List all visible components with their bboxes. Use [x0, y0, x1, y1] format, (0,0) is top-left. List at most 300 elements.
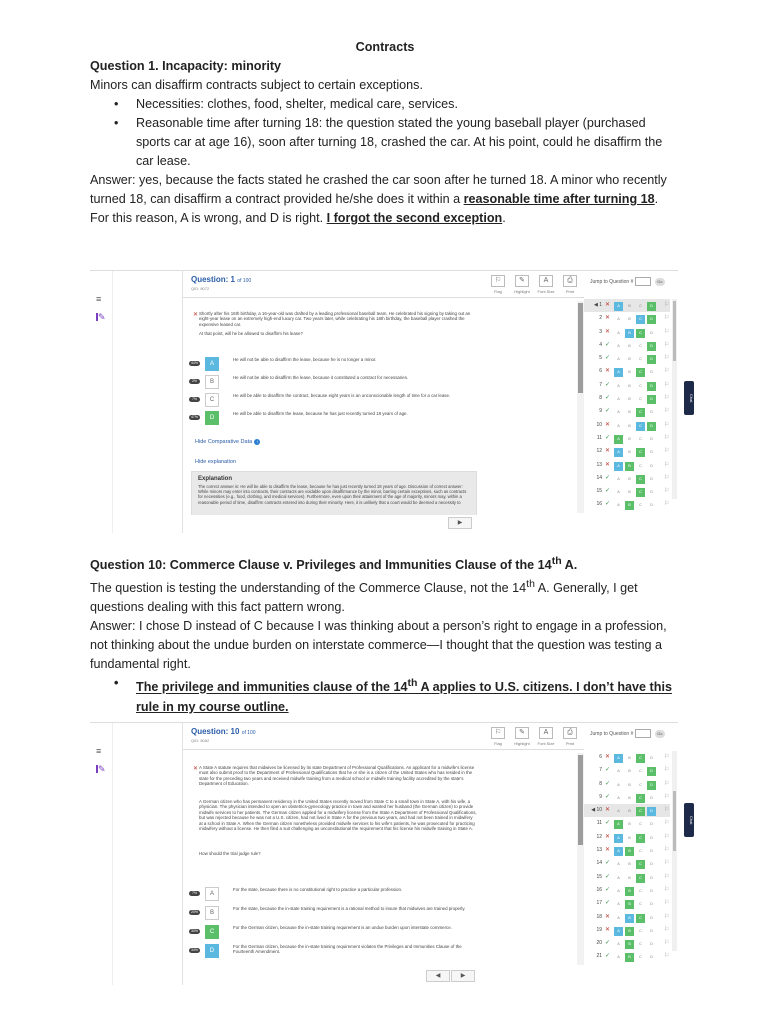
- option-a: A: [614, 302, 623, 311]
- option-a: A: [617, 782, 620, 787]
- scroll-thumb[interactable]: [578, 303, 583, 393]
- q1-answer-text-2: . For this reason, A is wrong, and D is right.: [90, 192, 659, 225]
- option-a: A: [617, 862, 620, 867]
- flag-icon[interactable]: ⚐: [664, 953, 670, 960]
- q1-bullet-reasonable-time: • Reasonable time after turning 18: the question stated the young baseball player (purchased sports car at age 16), soon after turning 18, crashed the car. At his point, could he disaffirm the car lease.: [136, 114, 680, 171]
- highlight-label: Highlight: [514, 289, 530, 294]
- flag-icon[interactable]: ⚐: [664, 302, 670, 308]
- hide-comparative-data-link[interactable]: [195, 439, 260, 445]
- question-number: 8: [599, 395, 602, 402]
- correct-icon: ✓: [605, 900, 611, 907]
- choice-letter: C: [205, 393, 219, 407]
- question-number: 17: [596, 900, 602, 907]
- q10-paragraph-text: The question is testing the understanding of the Commerce Clause, not the 14: [90, 581, 527, 596]
- answer-options: [614, 860, 656, 869]
- next-button[interactable]: ▶: [448, 517, 472, 529]
- option-a: A: [617, 942, 620, 947]
- option-a: A: [617, 809, 620, 814]
- option-c: C: [636, 860, 645, 869]
- question-number: 6: [599, 368, 602, 375]
- choice-percent: 34%: [190, 948, 198, 952]
- option-a: A: [614, 927, 623, 936]
- question-header: [183, 271, 585, 298]
- question-list-row[interactable]: [584, 432, 670, 445]
- question-list-row[interactable]: [584, 299, 670, 312]
- question-call: At that point, will he be allowed to disaffirm his lease?: [199, 331, 303, 336]
- option-d: D: [650, 795, 653, 800]
- option-d: D: [650, 888, 653, 893]
- choice-text: He will be able to disaffirm the lease, because he has just recently turned 18 years of age.: [233, 411, 408, 416]
- option-a: A: [614, 834, 623, 843]
- answer-options: [614, 315, 656, 324]
- jump-header: [590, 277, 665, 286]
- choice-text: For the state, because there is no constitutional right to practice a particular profession.: [233, 887, 403, 892]
- q10-heading-sup: th: [551, 555, 562, 567]
- choice-letter: B: [205, 906, 219, 920]
- scroll-thumb[interactable]: [673, 791, 676, 851]
- toolbar: [489, 275, 579, 294]
- correct-icon: ✓: [605, 860, 611, 867]
- option-c: C: [639, 343, 642, 348]
- answer-choice-b[interactable]: [189, 906, 489, 924]
- q10-heading: [90, 552, 680, 575]
- option-b: B: [625, 329, 634, 338]
- notes-icon[interactable]: ✎: [96, 765, 108, 773]
- option-b: B: [625, 900, 634, 909]
- answer-options: [614, 422, 656, 431]
- choice-percent: 47%: [190, 415, 198, 419]
- flag-icon[interactable]: ⚐: [664, 448, 670, 455]
- option-a: A: [617, 397, 620, 402]
- question-list-row[interactable]: [584, 339, 670, 352]
- choice-percent: 7%: [189, 891, 200, 896]
- font-size-label: Font Size: [537, 741, 555, 746]
- notes-icon[interactable]: ✎: [96, 313, 108, 321]
- go-button[interactable]: Go: [655, 278, 665, 286]
- incorrect-icon: ✕: [605, 328, 611, 335]
- option-d: D: [650, 862, 653, 867]
- question-pane: [182, 723, 586, 985]
- question-number: 9: [599, 408, 602, 415]
- incorrect-icon: ✕: [605, 421, 611, 428]
- question-list-row[interactable]: [584, 485, 670, 498]
- choice-letter: A: [205, 887, 219, 901]
- flag-icon[interactable]: ⚐: [664, 860, 670, 867]
- list-icon[interactable]: ≡: [96, 746, 102, 756]
- correct-icon: ✓: [605, 940, 611, 947]
- option-d: D: [650, 875, 653, 880]
- question-title: [191, 275, 251, 284]
- option-d: D: [650, 756, 653, 760]
- scroll-thumb[interactable]: [578, 755, 583, 845]
- option-d: D: [650, 822, 653, 827]
- question-list-row[interactable]: [584, 764, 670, 777]
- option-b: B: [628, 397, 631, 402]
- correct-icon: ✓: [605, 395, 611, 402]
- question-list-row[interactable]: [584, 911, 670, 924]
- option-a: A: [617, 383, 620, 388]
- option-b: B: [628, 795, 631, 800]
- flag-icon[interactable]: ⚐: [664, 408, 670, 415]
- question-list-row[interactable]: [584, 498, 670, 511]
- choice-percent: 20%: [190, 910, 198, 914]
- option-a: A: [617, 888, 620, 893]
- q10-bullets: [90, 674, 680, 716]
- question-number: 7: [599, 381, 602, 388]
- flag-icon[interactable]: ⚐: [664, 780, 670, 787]
- question-list-row[interactable]: [584, 392, 670, 405]
- answer-options: [614, 501, 656, 510]
- option-b: B: [625, 914, 634, 923]
- question-number: 16: [596, 886, 602, 893]
- option-b: B: [628, 782, 631, 787]
- q1-answer-text: Answer: yes, because the facts stated he crashed the car soon after he turned 18. A minor who recently turned 18, can disaffirm a contract provided he/she does it within a: [90, 173, 667, 206]
- question-pane: [182, 271, 586, 533]
- question-list-row[interactable]: [584, 844, 670, 857]
- question-list-row[interactable]: [584, 857, 670, 870]
- question-list-row[interactable]: [584, 817, 670, 830]
- option-c: C: [636, 368, 645, 377]
- answer-choice-c[interactable]: [189, 393, 489, 411]
- question-list-row[interactable]: [584, 924, 670, 937]
- answer-options: [614, 807, 656, 816]
- option-c: C: [636, 448, 645, 457]
- option-c: C: [636, 754, 645, 763]
- option-d: D: [647, 767, 656, 776]
- flag-icon[interactable]: ⚐: [664, 381, 670, 388]
- previous-button[interactable]: ◀: [426, 970, 450, 982]
- question-number: 8: [599, 780, 602, 787]
- answer-options: [614, 488, 656, 497]
- explanation-heading: Explanation: [198, 476, 233, 482]
- question-list-row[interactable]: [584, 937, 670, 950]
- jump-header: [590, 729, 665, 738]
- flag-icon[interactable]: ⚐: [664, 474, 670, 481]
- flag-icon[interactable]: ⚐: [664, 820, 670, 827]
- print-icon: ⎙: [563, 275, 577, 287]
- flag-icon[interactable]: ⚐: [664, 341, 670, 348]
- option-a: A: [617, 769, 620, 774]
- question-list-row[interactable]: [584, 459, 670, 472]
- option-c: C: [636, 488, 645, 497]
- choice-percent: 7%: [189, 397, 200, 402]
- q10-paragraph: [90, 575, 680, 617]
- flag-icon[interactable]: ⚐: [664, 368, 670, 375]
- question-list-row[interactable]: [584, 791, 670, 804]
- choice-letter: B: [205, 375, 219, 389]
- flag-icon[interactable]: ⚐: [664, 767, 670, 774]
- answer-options: [614, 408, 656, 417]
- highlight-label: Highlight: [514, 741, 530, 746]
- flag-icon[interactable]: ⚐: [664, 434, 670, 441]
- answer-options: [614, 368, 656, 377]
- question-number: 13: [596, 461, 602, 468]
- flag-icon[interactable]: ⚐: [664, 355, 670, 362]
- option-a: A: [617, 330, 620, 335]
- highlight-button[interactable]: [513, 727, 531, 746]
- question-list-row[interactable]: [584, 751, 670, 764]
- question-stem: Shortly after his 16th birthday, a 16-year-old was drafted by a leading professional baseball team. He celebrated his signing by taking out an eight-year lease on an extremely high-end luxury car. Two years later, while celebrating his 18th birthday, the baseball player crashed the expensive leased car.: [199, 311, 471, 327]
- incorrect-icon: ✕: [605, 448, 611, 455]
- highlight-button[interactable]: [513, 275, 531, 294]
- option-d: D: [650, 330, 653, 335]
- question-list-row[interactable]: [584, 831, 670, 844]
- answer-options: [614, 874, 656, 883]
- answer-options: [614, 462, 656, 471]
- choice-text: He will be able to disaffirm the contract, because eight years is an unconscionable length of time for a car lease.: [233, 393, 451, 398]
- option-d: D: [650, 915, 653, 920]
- correct-icon: ✓: [605, 408, 611, 415]
- option-b: B: [625, 847, 634, 856]
- answer-choice-d[interactable]: [189, 411, 489, 429]
- option-c: C: [639, 436, 642, 441]
- question-list-row[interactable]: [584, 445, 670, 458]
- question-scrollbar[interactable]: [577, 301, 584, 513]
- question-list-row[interactable]: [584, 778, 670, 791]
- choice-text: For the German citizen, because the in-state training requirement violates the Privileges and Immunities Clause of the Fourteenth Amendment.: [233, 944, 462, 955]
- question-of: of 100: [241, 730, 256, 736]
- flag-icon[interactable]: ⚐: [664, 421, 670, 428]
- left-rail: [90, 723, 113, 985]
- flag-icon[interactable]: ⚐: [664, 873, 670, 880]
- option-d: D: [650, 370, 653, 375]
- flag-button[interactable]: [489, 727, 507, 746]
- question-list-row[interactable]: [584, 365, 670, 378]
- q1-answer: [90, 171, 680, 228]
- answer-choice-a[interactable]: [189, 357, 489, 375]
- option-b: B: [625, 940, 634, 949]
- question-stem: A State A statute requires that midwives be licensed by its state Department of Professional Qualifications. An applicant for a midwife's license must also submit proof to the Department of Professional Qualifications that he or she is a citizen of the United States who has resided in the state for the preceding two years and received midwife training from a medical school or midwife training facility accredited by the state's Department of Education.: [199, 765, 475, 787]
- question-list-row[interactable]: [584, 884, 670, 897]
- option-b: B: [628, 304, 631, 308]
- q10-bullet-end: A applies to U.S. citizens. I don’t have this rule in my course outline.: [136, 680, 672, 714]
- option-d: D: [647, 342, 656, 351]
- incorrect-icon: ✕: [605, 754, 611, 760]
- question-list: [584, 299, 670, 512]
- correct-icon: ✓: [605, 355, 611, 362]
- option-d: D: [650, 476, 653, 481]
- hide-comparative-label: Hide Comparative Data: [195, 439, 253, 445]
- option-d: D: [650, 490, 653, 495]
- question-list-row[interactable]: [584, 352, 670, 365]
- question-body: [183, 751, 575, 967]
- option-b: B: [628, 410, 631, 415]
- option-c: C: [639, 769, 642, 774]
- correct-icon: ✓: [605, 780, 611, 787]
- question-list-row[interactable]: [584, 950, 670, 963]
- answer-options: [614, 342, 656, 351]
- answer-choice-c[interactable]: [189, 925, 489, 943]
- question-number: 6: [599, 754, 602, 760]
- flag-icon: ⚐: [491, 727, 505, 739]
- option-a: A: [617, 343, 620, 348]
- question-list-row[interactable]: [584, 472, 670, 485]
- option-d: D: [650, 410, 653, 415]
- question-list-row[interactable]: [584, 897, 670, 910]
- option-b: B: [625, 953, 634, 962]
- print-button[interactable]: [561, 727, 579, 746]
- toolbar: [489, 727, 579, 746]
- print-button[interactable]: [561, 275, 579, 294]
- left-rail: [90, 271, 113, 533]
- option-d: D: [650, 928, 653, 933]
- question-list-row[interactable]: [584, 379, 670, 392]
- flag-icon[interactable]: ⚐: [664, 900, 670, 907]
- option-c: C: [636, 807, 645, 816]
- flag-icon[interactable]: ⚐: [664, 886, 670, 893]
- option-b: B: [628, 822, 631, 827]
- option-c: C: [639, 503, 642, 508]
- answer-options: [614, 940, 656, 949]
- go-button[interactable]: Go: [655, 730, 665, 738]
- jump-input[interactable]: [635, 277, 651, 286]
- answer-choice-a[interactable]: [189, 887, 489, 905]
- option-d: D: [650, 849, 653, 854]
- question-number: 16: [596, 501, 602, 508]
- correct-icon: ✓: [605, 953, 611, 960]
- question-list-row[interactable]: [584, 312, 670, 325]
- chat-tab[interactable]: Chat: [684, 803, 694, 837]
- question-list-row[interactable]: [584, 871, 670, 884]
- question-10-screenshot: [90, 722, 694, 985]
- document-body-q10: [90, 552, 680, 717]
- flag-icon[interactable]: ⚐: [664, 395, 670, 402]
- question-scrollbar[interactable]: [577, 753, 584, 965]
- option-a: A: [617, 423, 620, 428]
- question-number: 7: [599, 767, 602, 774]
- choice-letter: D: [205, 944, 219, 958]
- flag-icon[interactable]: ⚐: [664, 807, 670, 814]
- option-b: B: [628, 490, 631, 495]
- answer-choice-d[interactable]: [189, 944, 489, 962]
- info-icon: i: [254, 439, 260, 445]
- document-title: Contracts: [355, 40, 415, 54]
- option-a: A: [614, 754, 623, 763]
- option-c: C: [636, 408, 645, 417]
- question-list-row[interactable]: [584, 419, 670, 432]
- flag-icon[interactable]: ⚐: [664, 461, 670, 468]
- incorrect-icon: ✕: [605, 461, 611, 468]
- option-d: D: [647, 355, 656, 364]
- flag-icon[interactable]: ⚐: [664, 833, 670, 840]
- correct-icon: ✓: [605, 873, 611, 880]
- option-c: C: [639, 849, 642, 854]
- option-d: D: [647, 315, 656, 324]
- flag-icon[interactable]: ⚐: [664, 913, 670, 920]
- question-list-row[interactable]: [584, 326, 670, 339]
- question-list-row[interactable]: [584, 405, 670, 418]
- option-c: C: [636, 315, 645, 324]
- flag-icon[interactable]: ⚐: [664, 754, 670, 760]
- option-a: A: [617, 902, 620, 907]
- question-title: [191, 727, 256, 736]
- question-1-screenshot: [90, 270, 694, 533]
- question-number: 11: [596, 434, 602, 441]
- flag-icon[interactable]: ⚐: [664, 488, 670, 495]
- option-c: C: [639, 928, 642, 933]
- flag-icon[interactable]: ⚐: [664, 793, 670, 800]
- option-a: A: [617, 875, 620, 880]
- incorrect-icon: ✕: [605, 368, 611, 375]
- q1-heading: Question 1. Incapacity: minority: [90, 59, 282, 73]
- next-button[interactable]: ▶: [451, 970, 475, 982]
- answer-options: [614, 781, 656, 790]
- option-a: A: [614, 462, 623, 471]
- option-a: A: [617, 503, 620, 508]
- font-size-button[interactable]: [537, 727, 555, 746]
- question-of: of 100: [237, 278, 252, 284]
- option-c: C: [636, 834, 645, 843]
- question-list-scrollbar[interactable]: [672, 299, 677, 499]
- question-list-scrollbar[interactable]: [672, 751, 677, 951]
- option-d: D: [650, 835, 653, 840]
- flag-icon[interactable]: ⚐: [664, 501, 670, 508]
- choice-letter: D: [205, 411, 219, 425]
- correct-icon: ✓: [605, 381, 611, 388]
- question-number: 21: [596, 953, 602, 960]
- question-number: 14: [596, 860, 602, 867]
- list-icon[interactable]: ≡: [96, 294, 102, 304]
- q1-forgot-note: I forgot the second exception: [326, 211, 503, 225]
- jump-input[interactable]: [635, 729, 651, 738]
- option-c: C: [636, 874, 645, 883]
- chat-tab[interactable]: Chat: [684, 381, 694, 415]
- flag-icon[interactable]: ⚐: [664, 926, 670, 933]
- flag-icon[interactable]: ⚐: [664, 315, 670, 322]
- q1-forgot-end: .: [502, 211, 506, 225]
- option-b: B: [628, 476, 631, 481]
- explanation-box: [191, 471, 477, 515]
- option-b: B: [628, 357, 631, 362]
- q10-heading-end: A.: [561, 558, 578, 573]
- print-label: Print: [565, 741, 575, 746]
- answer-options: [614, 927, 656, 936]
- option-b: B: [628, 769, 631, 774]
- option-b: B: [628, 436, 631, 441]
- highlight-icon: ✎: [515, 275, 529, 287]
- option-c: C: [639, 902, 642, 907]
- flag-icon[interactable]: ⚐: [664, 940, 670, 947]
- option-c: C: [639, 397, 642, 402]
- hide-explanation-link[interactable]: Hide explanation: [195, 459, 236, 465]
- answer-options: [614, 448, 656, 457]
- question-number: 19: [596, 926, 602, 933]
- choice-text: He will not be able to disaffirm the lease, because it constituted a contract for necessaries.: [233, 375, 409, 380]
- flag-label: Flag: [494, 741, 502, 746]
- question-number: ◀ 1: [593, 302, 602, 308]
- flag-icon[interactable]: ⚐: [664, 328, 670, 335]
- option-b: B: [625, 927, 634, 936]
- font-size-button[interactable]: [537, 275, 555, 294]
- question-stem-2: A German citizen who has permanent residency in the United States recently moved from State C to a small town in State A, with his wife, a physician. The physician intended to open an obstetrics-gynecology practice in town and wanted her husband (the German citizen) to provide midwife services to her patients. The German citizen applied for a midwifery license from the State A Department of Professional Qualifications, but was rejected because he was not a U.S. citizen, had not lived in State A for the previous two years, and had not been trained in midwifery at a school in State A. When the German citizen nonetheless provided midwife services to his wife's patients, he was prosecuted for practicing midwifery without a license. He then filed a suit challenging as unconstitutional the requirement that his license his midwife training in State A.: [199, 799, 477, 832]
- q10-heading-text: Question 10: Commerce Clause v. Privileges and Immunities Clause of the 14: [90, 558, 552, 573]
- flag-icon[interactable]: ⚐: [664, 847, 670, 854]
- correct-icon: ✓: [605, 767, 611, 774]
- scroll-thumb[interactable]: [673, 301, 676, 361]
- option-a: A: [617, 795, 620, 800]
- flag-label: Flag: [494, 289, 502, 294]
- question-list-row[interactable]: [584, 804, 670, 817]
- question-number: 10: [596, 421, 602, 428]
- option-b: B: [628, 423, 631, 428]
- question-number: 9: [599, 793, 602, 800]
- question-number: 5: [599, 355, 602, 362]
- question-number: 3: [599, 328, 602, 335]
- option-b: B: [628, 862, 631, 867]
- question-number: 15: [596, 873, 602, 880]
- answer-choice-b[interactable]: [189, 375, 489, 393]
- flag-button[interactable]: [489, 275, 507, 294]
